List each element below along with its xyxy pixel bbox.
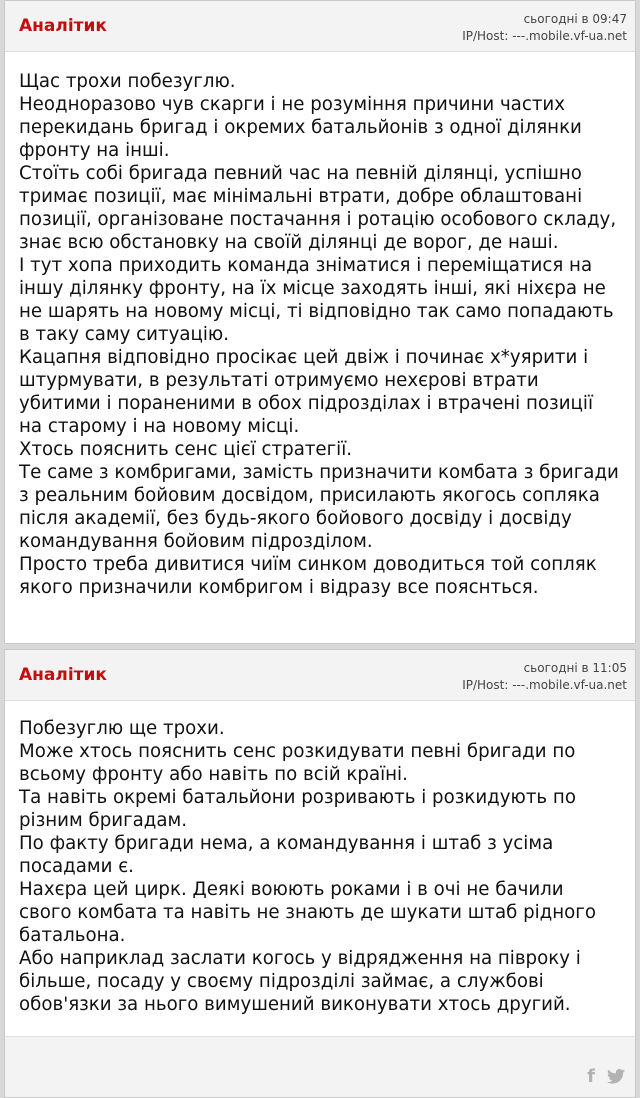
post-line: Побезуглю ще трохи. xyxy=(19,718,225,739)
post-host xyxy=(462,28,627,45)
post-host xyxy=(462,677,627,694)
host-value: ---.mobile.vf-ua.net xyxy=(512,29,627,43)
ip-label: IP/Host: xyxy=(462,678,509,692)
facebook-icon[interactable]: f xyxy=(587,1066,595,1087)
host-value: ---.mobile.vf-ua.net xyxy=(512,678,627,692)
post-line: Може хтось пояснить сенс розкидувати певні бригади по всьому фронту або навіть по всій країні. xyxy=(19,741,576,785)
post-line: Або наприклад заслати когось у відрядження на півроку і більше, посаду у своєму підрозділі займає, а службові обов'язки за нього вимушений виконувати хтось другий. xyxy=(19,948,581,1015)
post-body xyxy=(5,52,635,599)
twitter-icon[interactable] xyxy=(607,1069,625,1084)
post-line: Та навіть окремі батальйони розривають і розкидують по різним бригадам. xyxy=(19,787,576,831)
post-line: Неодноразово чув скарги і не розуміння причини частих перекидань бригад і окремих батальйонів з одної ділянки фронту на інші. xyxy=(19,94,582,161)
post-footer xyxy=(5,1036,635,1097)
forum-post xyxy=(4,0,636,644)
post-line: Просто треба дивитися чиїм синком доводиться той сопляк якого призначили комбригом і відразу все пояснться. xyxy=(19,554,597,598)
post-header xyxy=(5,650,635,701)
post-body xyxy=(5,701,635,1016)
post-line: Щас трохи побезуглю. xyxy=(19,71,236,92)
ip-label: IP/Host: xyxy=(462,29,509,43)
post-line: І тут хопа приходить команда зніматися і переміщатися на іншу ділянку фронту, на їх місце заходять інші, які ніхєра не не шарять на новому місці, ті відповідно так само попадають в таку саму ситуацію. xyxy=(19,255,614,345)
post-time: сьогодні в 11:05 xyxy=(523,661,627,675)
post-line: Кацапня відповідно просікає цей двіж і починає х*уярити і штурмувати, в результаті отримуємо нехєрові втрати убитими і пораненими в обох підрозділах і втрачені позиції на старому і на новому місці. xyxy=(19,347,594,437)
post-line: Стоїть собі бригада певний час на певній ділянці, успішно тримає позиції, має мінімальні втрати, добре облаштовані позиції, організоване постачання і ротацію особового складу, знає всю обстановку на своїй ділянці де ворог, де наші. xyxy=(19,163,617,253)
post-line: Нахєра цей цирк. Деякі воюють роками і в очі не бачили свого комбата та навіть не знають де шукати штаб рідного батальона. xyxy=(19,879,596,946)
post-meta xyxy=(462,11,627,45)
forum-post xyxy=(4,649,636,1098)
post-line: Те саме з комбригами, замість призначити комбата з бригади з реальним бойовим досвідом, присилають якогось сопляка після академії, без будь-якого бойового досвіду і досвіду командування бойовим підрозділом. xyxy=(19,462,619,552)
post-meta xyxy=(462,660,627,694)
author-name[interactable]: Аналітик xyxy=(19,665,107,685)
post-header xyxy=(5,1,635,52)
post-time: сьогодні в 09:47 xyxy=(523,12,627,26)
author-name[interactable]: Аналітик xyxy=(19,16,107,36)
post-line: Хтось пояснить сенс цієї стратегії. xyxy=(19,439,353,460)
post-line: По факту бригади нема, а командування і штаб з усіма посадами є. xyxy=(19,833,554,877)
share-buttons xyxy=(587,1066,625,1087)
